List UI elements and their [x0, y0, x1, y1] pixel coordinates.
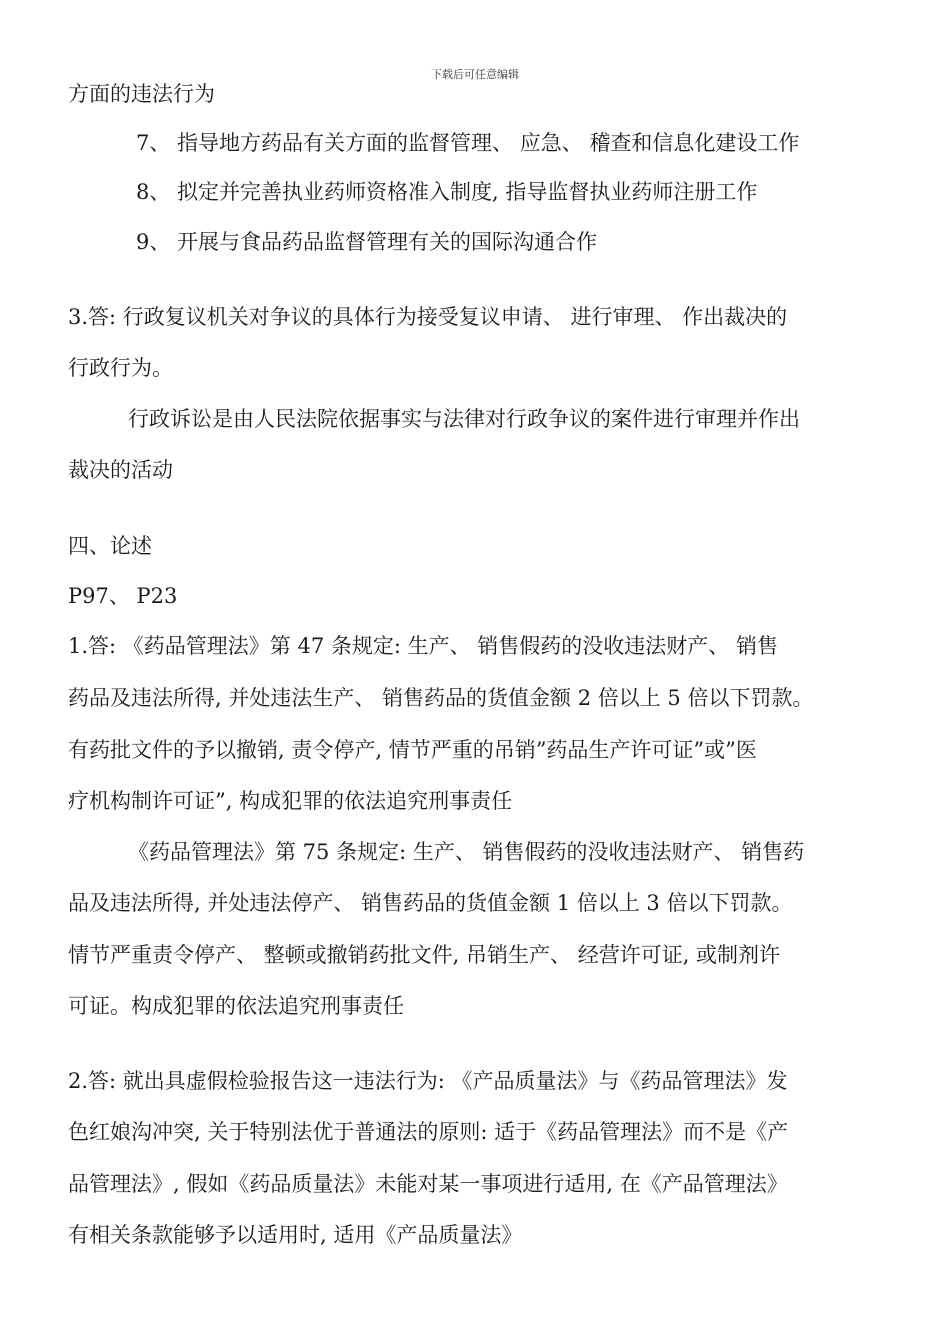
- page-header: 下载后可任意编辑: [431, 68, 519, 81]
- paragraph-line: 情节严重责令停产、 整顿或撤销药批文件, 吊销生产、 经营许可证, 或制剂许: [68, 943, 781, 967]
- answer-3-line: 3.答: 行政复议机关对争议的具体行为接受复议申请、 进行审理、 作出裁决的: [68, 305, 788, 329]
- page-reference: P97、 P23: [68, 584, 178, 608]
- list-item: 7、 指导地方药品有关方面的监督管理、 应急、 稽查和信息化建设工作: [136, 131, 800, 155]
- answer-1-line: 疗机构制许可证”, 构成犯罪的依法追究刑事责任: [68, 789, 513, 813]
- paragraph-line: 可证。构成犯罪的依法追究刑事责任: [68, 994, 404, 1018]
- answer-1-line: 有药批文件的予以撤销, 责令停产, 情节严重的吊销”药品生产许可证”或”医: [68, 738, 757, 762]
- list-item: 8、 拟定并完善执业药师资格准入制度, 指导监督执业药师注册工作: [136, 180, 758, 204]
- answer-3-line: 行政行为。: [68, 356, 173, 380]
- answer-2-line: 有相关条款能够予以适用时, 适用《产品质量法》: [68, 1223, 523, 1247]
- paragraph-line: 品及违法所得, 并处违法停产、 销售药品的货值金额 1 倍以上 3 倍以下罚款。: [68, 891, 793, 915]
- answer-2-line: 色红娘沟冲突, 关于特别法优于普通法的原则: 适于《药品管理法》而不是《产: [68, 1120, 789, 1144]
- answer-1-line: 1.答: 《药品管理法》第 47 条规定: 生产、 销售假药的没收违法财产、 销售: [68, 634, 778, 658]
- section-heading: 四、论述: [68, 534, 152, 558]
- text-line: 方面的违法行为: [68, 82, 215, 106]
- answer-2-line: 2.答: 就出具虚假检验报告这一违法行为: 《产品质量法》与《药品管理法》发: [68, 1069, 788, 1093]
- answer-1-line: 药品及违法所得, 并处违法生产、 销售药品的货值金额 2 倍以上 5 倍以下罚款。: [68, 686, 814, 710]
- list-item: 9、 开展与食品药品监督管理有关的国际沟通合作: [136, 230, 598, 254]
- paragraph-line: 裁决的活动: [68, 458, 173, 482]
- paragraph-line: 行政诉讼是由人民法院依据事实与法律对行政争议的案件进行审理并作出: [128, 407, 800, 431]
- paragraph-line: 《药品管理法》第 75 条规定: 生产、 销售假药的没收违法财产、 销售药: [128, 840, 805, 864]
- answer-2-line: 品管理法》, 假如《药品质量法》未能对某一事项进行适用, 在《产品管理法》: [68, 1172, 788, 1196]
